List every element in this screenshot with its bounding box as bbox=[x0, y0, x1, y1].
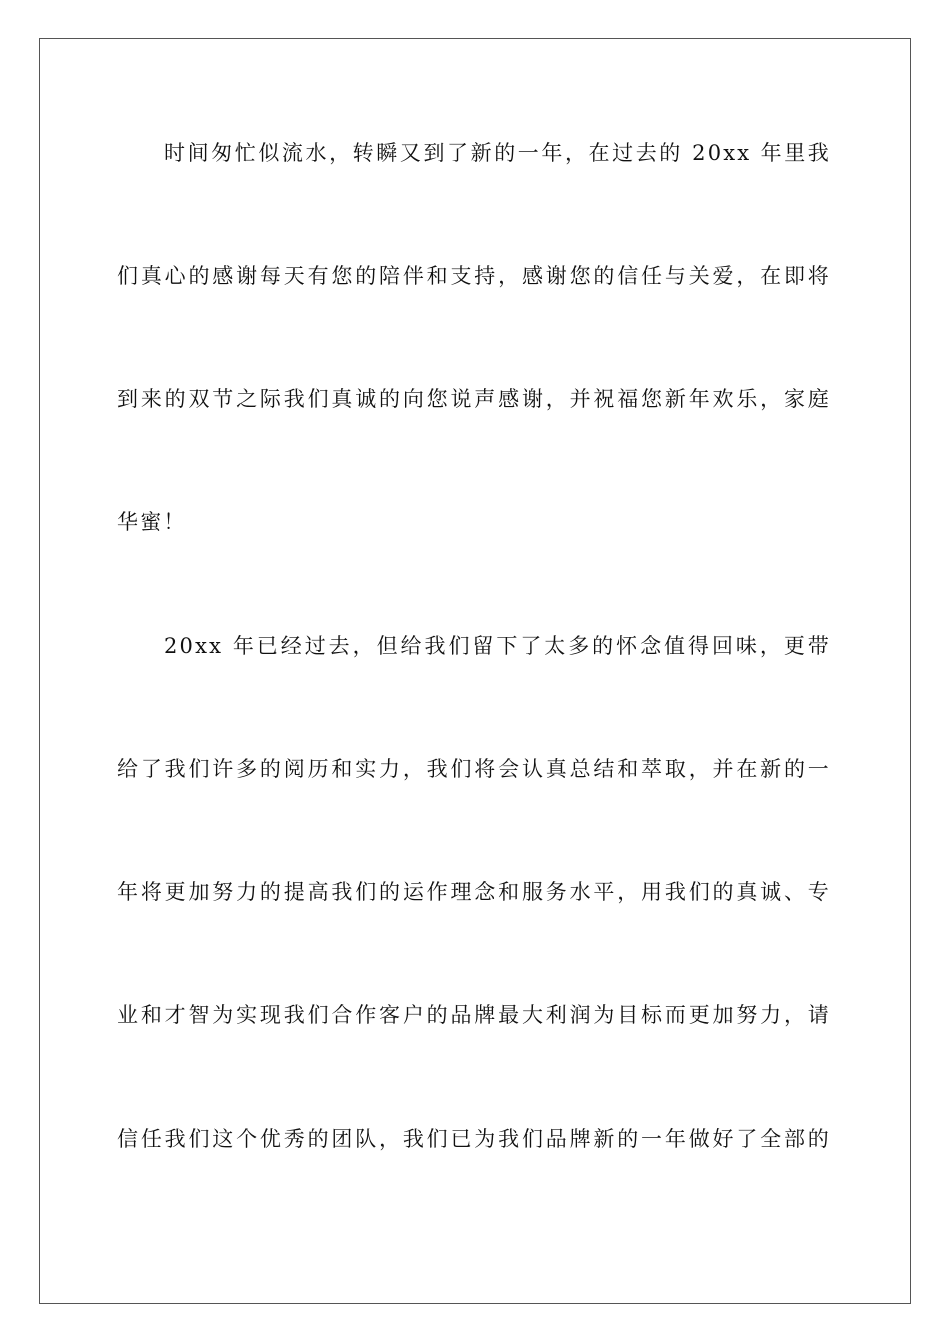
paragraph-1-line-3: 到来的双节之际我们真诚的向您说声感谢，并祝福您新年欢乐，家庭 bbox=[117, 387, 831, 411]
page-frame bbox=[39, 38, 911, 1304]
paragraph-2-line-1: 20xx 年已经过去，但给我们留下了太多的怀念值得回味，更带 bbox=[164, 634, 831, 658]
paragraph-2-line-4: 业和才智为实现我们合作客户的品牌最大利润为目标而更加努力，请 bbox=[117, 1003, 831, 1027]
paragraph-2-line-2: 给了我们许多的阅历和实力，我们将会认真总结和萃取，并在新的一 bbox=[117, 757, 831, 781]
paragraph-2-line-5: 信任我们这个优秀的团队，我们已为我们品牌新的一年做好了全部的 bbox=[117, 1127, 831, 1151]
paragraph-1-line-4: 华蜜！ bbox=[117, 510, 187, 534]
paragraph-1-line-2: 们真心的感谢每天有您的陪伴和支持，感谢您的信任与关爱，在即将 bbox=[117, 264, 831, 288]
paragraph-1-line-1: 时间匆忙似流水，转瞬又到了新的一年，在过去的 20xx 年里我 bbox=[164, 141, 831, 165]
paragraph-2-line-3: 年将更加努力的提高我们的运作理念和服务水平，用我们的真诚、专 bbox=[117, 880, 831, 904]
